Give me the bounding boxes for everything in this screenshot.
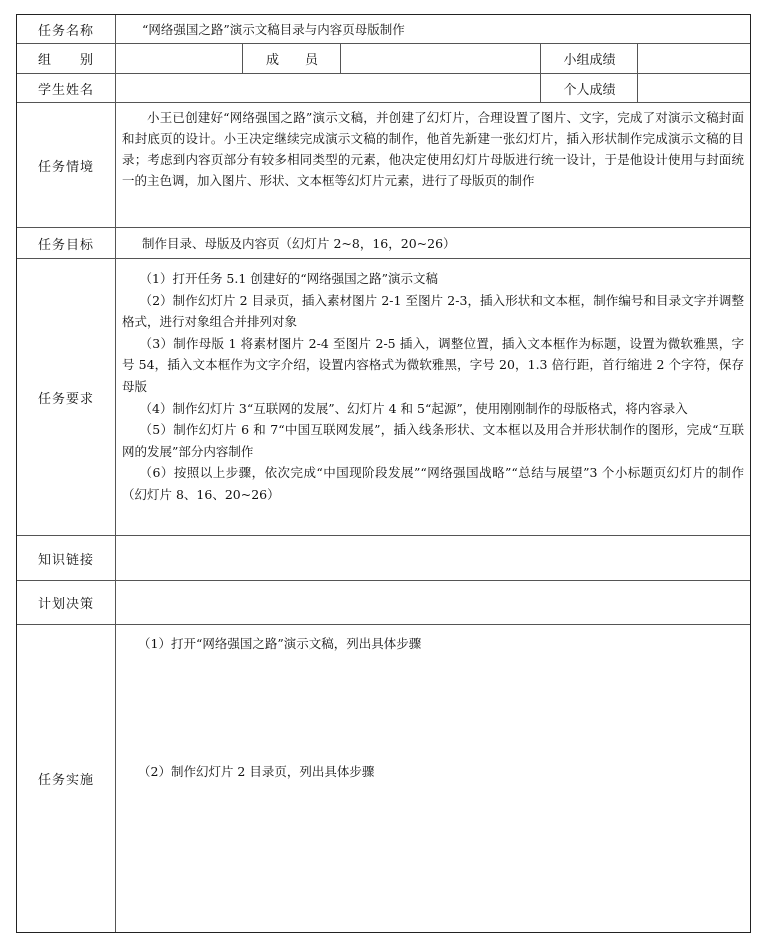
implementation-step: （1）打开“网络强国之路”演示文稿，列出具体步骤 (138, 636, 422, 651)
requirements-list (122, 268, 744, 506)
label-context: 任务情境 (17, 103, 116, 227)
label-knowledge: 知识链接 (17, 536, 116, 580)
row-implementation (17, 625, 750, 932)
group-content (116, 44, 750, 73)
label-group: 组 别 (17, 44, 116, 73)
members-label: 成 员 (242, 44, 341, 73)
row-plan (17, 581, 750, 625)
context-paragraph: 小王已创建好“网络强国之路”演示文稿，并创建了幻灯片，合理设置了图片、文字，完成了对演示文稿封面和封底页的设计。小王决定继续完成演示文稿的制作，他首先新建一张幻灯片，插入形状制作完成演示文稿的目录；考虑到内容页部分有较多相同类型的元素，他决定使用幻灯片母版进行统一设计，于是他设计使用与封面统一的主色调，加入图片、形状、文本框等幻灯片元素，进行了母版页的制作 (122, 110, 744, 188)
label-goal: 任务目标 (17, 228, 116, 258)
requirement-item: （4）制作幻灯片 3“互联网的发展”、幻灯片 4 和 5“起源”，使用刚刚制作的母版格式，将内容录入 (139, 400, 688, 416)
requirement-item: （1）打开任务 5.1 创建好的“网络强国之路”演示文稿 (139, 271, 439, 286)
group-score-label: 小组成绩 (540, 44, 638, 73)
label-plan: 计划决策 (17, 581, 116, 624)
requirement-item: （2）制作幻灯片 2 目录页，插入素材图片 2-1 至图片 2-3，插入形状和文本框，制作编号和目录文字并调整格式，进行对象组合并排列对象 (122, 292, 744, 330)
row-group (17, 44, 750, 74)
requirements-content (116, 259, 750, 535)
label-student-name: 学生姓名 (17, 74, 116, 102)
requirement-item: （5）制作幻灯片 6 和 7“中国互联网发展”，插入线条形状、文本框以及用合并形状制作的图形，完成“互联网的发展”部分内容制作 (122, 422, 744, 459)
row-task-name (17, 15, 750, 44)
label-implementation: 任务实施 (17, 625, 116, 932)
task-sheet-table (16, 14, 751, 933)
implementation-step: （2）制作幻灯片 2 目录页，列出具体步骤 (138, 764, 375, 779)
row-context (17, 103, 750, 228)
requirement-item: （6）按照以上步骤，依次完成“中国现阶段发展”“网络强国战略”“总结与展望”3 个小标题页幻灯片的制作（幻灯片 8、16、20~26） (122, 465, 744, 502)
row-requirements (17, 259, 750, 536)
implementation-input-cell[interactable] (116, 625, 750, 932)
label-task-name: 任务名称 (17, 15, 116, 43)
plan-input-cell[interactable] (116, 581, 750, 624)
requirement-item: （3）制作母版 1 将素材图片 2-4 至图片 2-5 插入，调整位置，插入文本框作为标题，设置为微软雅黑，字号 54，插入文本框作为文字介绍，设置内容格式为微软雅黑，字号 20，1.3 倍行距，首行缩进 2 个字符，保存母版 (122, 335, 744, 394)
context-content (116, 103, 750, 227)
knowledge-input-cell[interactable] (116, 536, 750, 580)
row-knowledge (17, 536, 750, 581)
student-content (116, 74, 750, 102)
row-student-name (17, 74, 750, 103)
row-goal (17, 228, 750, 259)
group-score-input-cell[interactable] (637, 44, 750, 73)
goal-value: 制作目录、母版及内容页（幻灯片 2~8，16，20~26） (142, 236, 456, 251)
label-requirements: 任务要求 (17, 259, 116, 535)
personal-score-input-cell[interactable] (637, 74, 750, 102)
task-name-value: “网络强国之路”演示文稿目录与内容页母版制作 (142, 22, 405, 37)
personal-score-label: 个人成绩 (540, 74, 638, 102)
members-input-cell[interactable] (340, 44, 541, 73)
